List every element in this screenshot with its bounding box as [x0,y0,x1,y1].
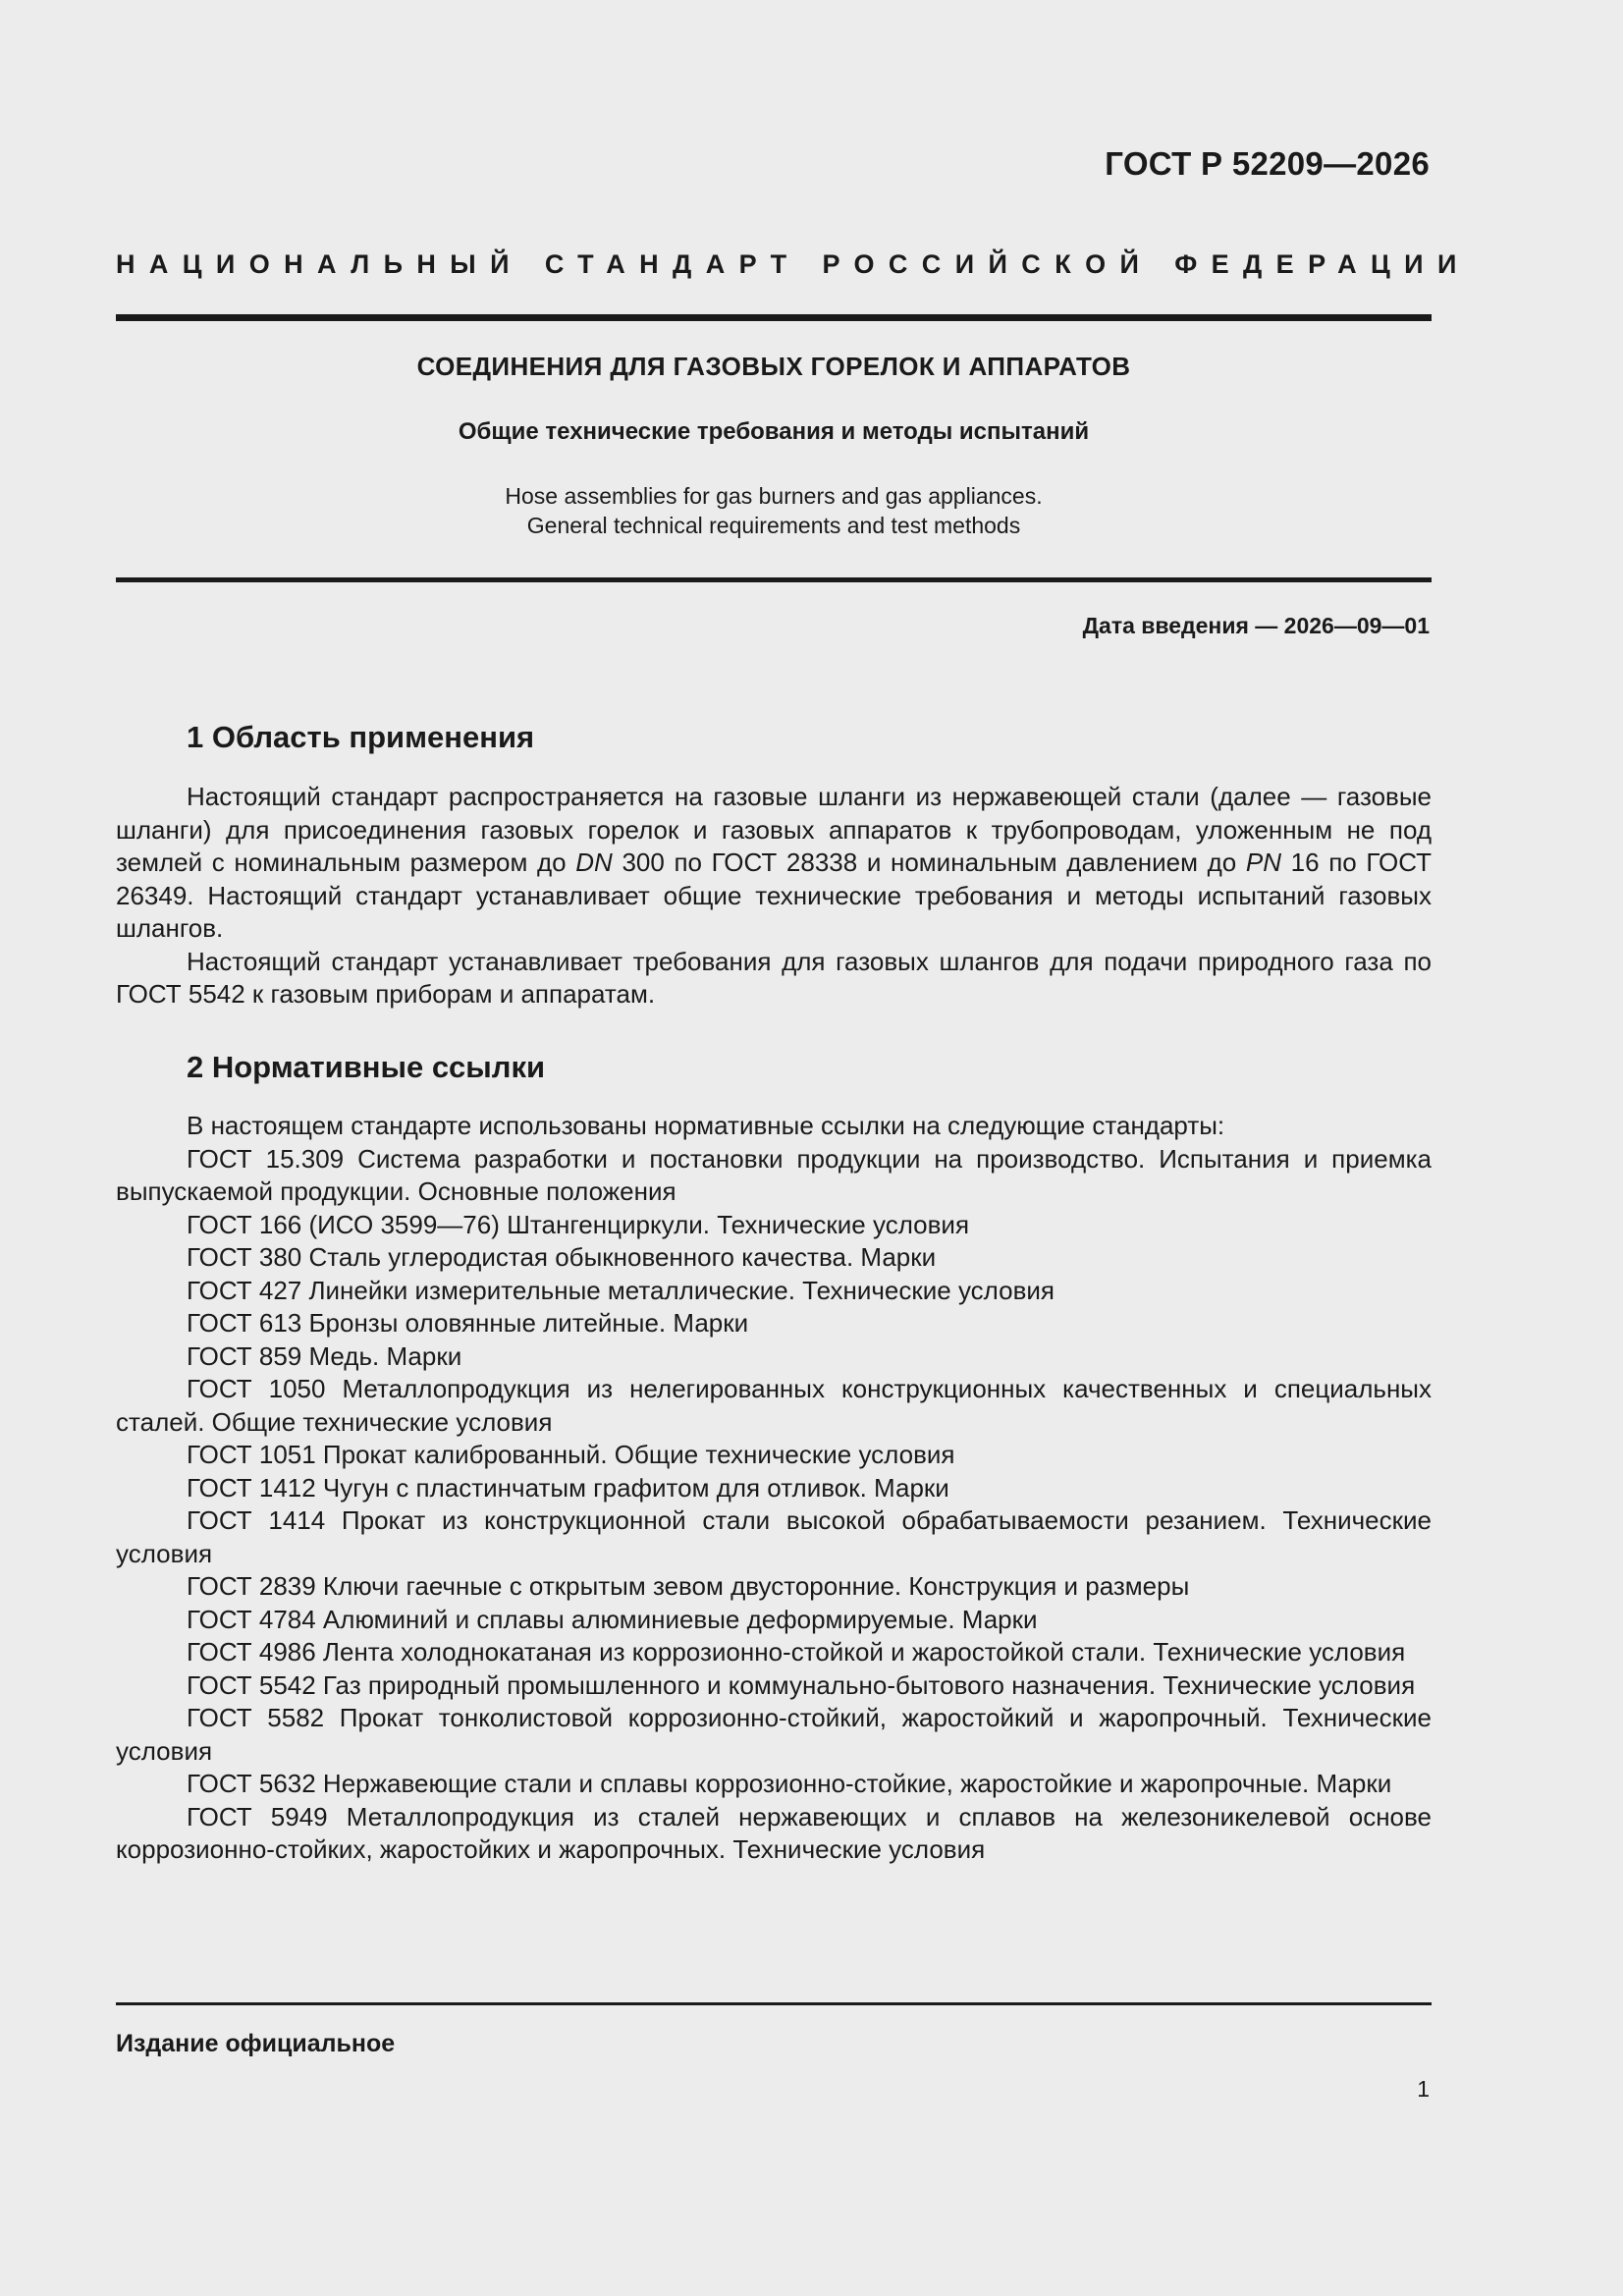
references-list [116,1110,1432,1867]
section-1-body [116,781,1432,1011]
reference-item: ГОСТ 4986 Лента холоднокатаная из коррозионно-стойкой и жаростойкой стали. Технические условия [187,1637,1406,1667]
standard-title: СОЕДИНЕНИЯ ДЛЯ ГАЗОВЫХ ГОРЕЛОК И АППАРАТОВ [416,352,1131,381]
reference-item: ГОСТ 1050 Металлопродукция из нелегированных конструкционных качественных и специальных сталей. Общие технические условия [116,1374,1432,1437]
section-2-heading: 2 Нормативные ссылки [187,1050,546,1084]
reference-item: ГОСТ 166 (ИСО 3599—76) Штангенциркули. Технические условия [187,1209,970,1239]
official-edition-label: Издание официальное [116,2030,396,2057]
reference-item: ГОСТ 1414 Прокат из конструкционной стали высокой обрабатываемости резанием. Технические условия [116,1505,1432,1568]
title-rule [116,577,1432,582]
reference-item: ГОСТ 5949 Металлопродукция из сталей нержавеющих и сплавов на железоникелевой основе коррозионно-стойких, жаростойких и жаропрочных. Технические условия [116,1801,1432,1864]
reference-item: ГОСТ 380 Сталь углеродистая обыкновенного качества. Марки [187,1242,937,1272]
reference-item: ГОСТ 613 Бронзы оловянные литейные. Марки [187,1308,749,1338]
header-rule [116,314,1432,321]
english-title-line-2: General technical requirements and test methods [526,513,1021,538]
reference-item: ГОСТ 5632 Нержавеющие стали и сплавы коррозионно-стойкие, жаростойкие и жаропрочные. Марки [187,1769,1392,1798]
section-1-heading: 1 Область применения [187,720,535,754]
introduction-date: Дата введения — 2026—09—01 [1082,613,1430,638]
references-intro: В настоящем стандарте использованы нормативные ссылки на следующие стандарты: [187,1111,1225,1140]
english-title-line-1: Hose assemblies for gas burners and gas appliances. [505,483,1043,509]
reference-item: ГОСТ 15.309 Система разработки и постановки продукции на производство. Испытания и приемка выпускаемой продукции. Основные положения [116,1143,1432,1206]
reference-item: ГОСТ 5582 Прокат тонколистовой коррозионно-стойкий, жаростойкий и жаропрочный. Технические условия [116,1703,1432,1766]
scope-paragraph-2: Настоящий стандарт устанавливает требования для газовых шлангов для подачи природного газа по ГОСТ 5542 к газовым приборам и аппаратам. [116,946,1432,1009]
reference-item: ГОСТ 5542 Газ природный промышленного и коммунально-бытового назначения. Технические условия [187,1669,1416,1700]
standard-subtitle: Общие технические требования и методы испытаний [458,418,1090,445]
reference-item: ГОСТ 1412 Чугун с пластинчатым графитом для отливок. Марки [187,1472,949,1503]
reference-item: ГОСТ 427 Линейки измерительные металлические. Технические условия [187,1275,1055,1305]
document-designation: ГОСТ Р 52209—2026 [1105,145,1430,182]
reference-item: ГОСТ 859 Медь. Марки [187,1340,462,1371]
reference-item: ГОСТ 1051 Прокат калиброванный. Общие технические условия [187,1440,955,1469]
scope-paragraph-1: Настоящий стандарт распространяется на газовые шланги из нержавеющей стали (далее — газовые шланги) для присоединения газовых горелок и газовых аппаратов к трубопроводам, уложенным не под землей с номинальным размером до DN 300 по ГОСТ 28338 и номинальным давлением до PN 16 по ГОСТ 26349. Настоящий стандарт устанавливает общие технические требования и методы испытаний газовых шлангов. [116,782,1433,943]
footer-rule [116,2002,1432,2005]
reference-item: ГОСТ 2839 Ключи гаечные с открытым зевом двусторонние. Конструкция и размеры [187,1571,1190,1601]
national-standard-banner: НАЦИОНАЛЬНЫЙ СТАНДАРТ РОССИЙСКОЙ ФЕДЕРАЦИИ [116,249,1471,279]
reference-item: ГОСТ 4784 Алюминий и сплавы алюминиевые деформируемые. Марки [187,1604,1038,1634]
page-number: 1 [1417,2076,1430,2102]
